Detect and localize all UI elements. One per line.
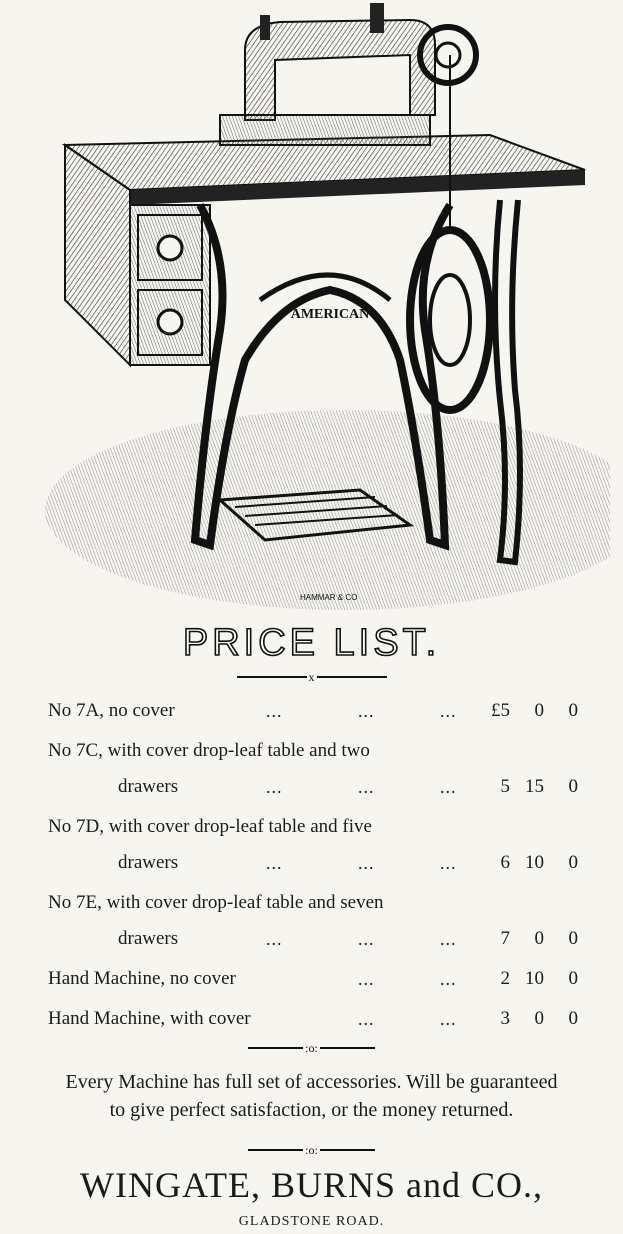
price-shillings: 0 bbox=[534, 700, 544, 721]
item-description: with cover drop-leaf table and seven bbox=[106, 892, 384, 913]
section-divider bbox=[0, 1040, 623, 1056]
item-description: with cover bbox=[169, 1008, 251, 1029]
guarantee-notice bbox=[0, 1068, 623, 1124]
divider-rule bbox=[248, 1047, 303, 1049]
divider-rule bbox=[320, 1047, 375, 1049]
leader-dots: ... bbox=[266, 777, 283, 797]
leader-dots: ... bbox=[266, 929, 283, 949]
price-pounds: 6 bbox=[500, 852, 510, 873]
item-model: No 7D, bbox=[48, 816, 104, 837]
leader-dots: ... bbox=[440, 969, 457, 989]
item-price bbox=[458, 693, 578, 729]
price-list-item bbox=[48, 693, 588, 729]
price-pounds: 3 bbox=[500, 1008, 510, 1029]
item-description-cont: drawers bbox=[118, 928, 179, 949]
price-shillings: 10 bbox=[525, 968, 544, 989]
price-pence: 0 bbox=[568, 968, 578, 989]
item-description: with cover drop-leaf table and five bbox=[108, 816, 372, 837]
stand-lettering: AMERICAN bbox=[290, 307, 370, 322]
leader-dots: ... bbox=[266, 853, 283, 873]
company-name: WINGATE, BURNS and CO., bbox=[80, 1165, 543, 1205]
divider-rule bbox=[320, 1149, 375, 1151]
divider-mark: :o: bbox=[305, 1040, 318, 1055]
price-pence: 0 bbox=[568, 700, 578, 721]
divider-rule bbox=[317, 676, 387, 678]
notice-line: to give perfect satisfaction, or the money returned. bbox=[109, 1099, 514, 1121]
footer-divider bbox=[0, 1142, 623, 1158]
price-pounds: 5 bbox=[500, 776, 510, 797]
price-pence: 0 bbox=[568, 928, 578, 949]
engraver-signature: HAMMAR & CO bbox=[300, 593, 358, 602]
item-model: No 7C, bbox=[48, 740, 103, 761]
leader-dots: ... bbox=[358, 1009, 375, 1029]
heading-divider bbox=[0, 669, 623, 685]
item-price bbox=[458, 1001, 578, 1037]
divider-mark: x bbox=[308, 669, 315, 684]
item-description-cont: drawers bbox=[118, 852, 179, 873]
price-pounds: 2 bbox=[500, 968, 510, 989]
item-price bbox=[458, 921, 578, 957]
item-price bbox=[458, 961, 578, 997]
leader-dots: ... bbox=[440, 853, 457, 873]
item-price bbox=[458, 769, 578, 805]
price-list-item bbox=[48, 809, 588, 881]
item-model: Hand Machine, bbox=[48, 968, 166, 989]
price-list-item bbox=[48, 961, 588, 997]
leader-dots: ... bbox=[358, 701, 375, 721]
price-shillings: 15 bbox=[525, 776, 544, 797]
leader-dots: ... bbox=[440, 1009, 457, 1029]
item-description-cont: drawers bbox=[118, 776, 179, 797]
item-description: no cover bbox=[169, 968, 236, 989]
item-description: with cover drop-leaf table and two bbox=[107, 740, 370, 761]
price-shillings: 0 bbox=[534, 1008, 544, 1029]
divider-rule bbox=[248, 1149, 303, 1151]
company-address: GLADSTONE ROAD. bbox=[238, 1214, 385, 1229]
sewing-machine-illustration bbox=[30, 0, 610, 620]
leader-dots: ... bbox=[266, 701, 283, 721]
leader-dots: ... bbox=[358, 853, 375, 873]
item-model: No 7A, bbox=[48, 700, 104, 721]
leader-dots: ... bbox=[440, 777, 457, 797]
leader-dots: ... bbox=[358, 929, 375, 949]
item-price bbox=[458, 845, 578, 881]
leader-dots: ... bbox=[358, 969, 375, 989]
leader-dots: ... bbox=[440, 929, 457, 949]
leader-dots: ... bbox=[358, 777, 375, 797]
item-model: Hand Machine, bbox=[48, 1008, 166, 1029]
leader-dots: ... bbox=[440, 701, 457, 721]
divider-mark: :o: bbox=[305, 1142, 318, 1157]
price-pence: 0 bbox=[568, 852, 578, 873]
divider-rule bbox=[237, 676, 307, 678]
price-list-item bbox=[48, 1001, 588, 1037]
price-pounds: 7 bbox=[500, 928, 510, 949]
price-pence: 0 bbox=[568, 776, 578, 797]
price-list-heading: PRICE LIST. bbox=[182, 622, 441, 664]
price-shillings: 10 bbox=[525, 852, 544, 873]
price-list-item bbox=[48, 733, 588, 805]
notice-line: Every Machine has full set of accessories. Will be guaranteed bbox=[65, 1071, 558, 1093]
price-list bbox=[48, 693, 588, 1037]
price-pence: 0 bbox=[568, 1008, 578, 1029]
price-list-item bbox=[48, 885, 588, 957]
price-pounds: £5 bbox=[491, 700, 510, 721]
price-shillings: 0 bbox=[534, 928, 544, 949]
item-model: No 7E, bbox=[48, 892, 102, 913]
item-description: no cover bbox=[108, 700, 175, 721]
